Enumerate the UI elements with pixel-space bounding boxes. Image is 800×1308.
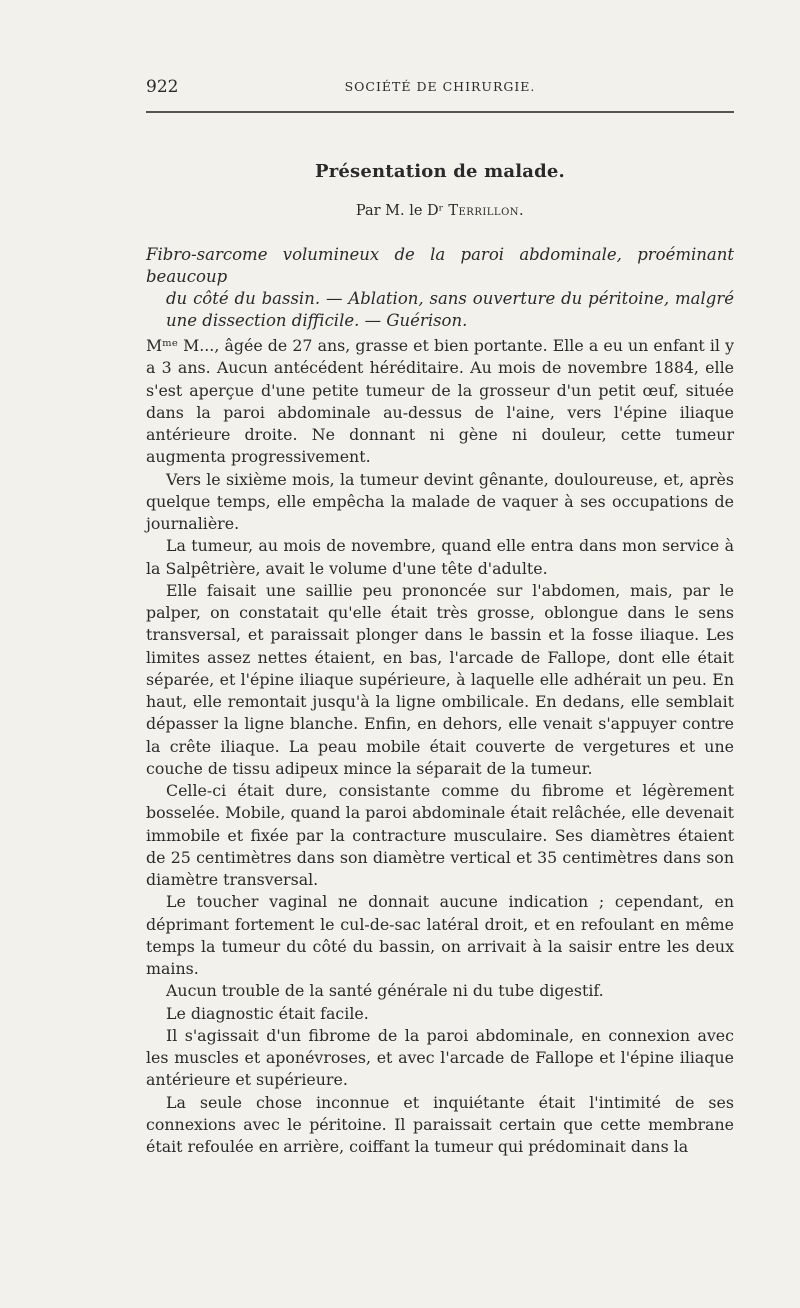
- abstract-line: une dissection difficile. — Guérison.: [166, 311, 468, 330]
- page-header: [146, 77, 734, 99]
- author-name: Terrillon.: [448, 203, 525, 219]
- paragraph: La tumeur, au mois de novembre, quand elle entra dans mon service à la Salpêtrière, avait le volume d'une tête d'adulte.: [146, 536, 734, 578]
- article-title: Présentation de malade.: [314, 161, 566, 182]
- paragraph: Il s'agissait d'un fibrome de la paroi abdominale, en connexion avec les muscles et aponévroses, et avec l'arcade de Fallope et l'épine iliaque antérieure et supérieure.: [146, 1025, 734, 1090]
- paragraph: Mᵐᵉ M..., âgée de 27 ans, grasse et bien portante. Elle a eu un enfant il y a 3 ans. Aucun antécédent héréditaire. Au mois de novembre 1884, elle s'est aperçue d'une petite tumeur de la grosseur d'un petit œuf, située dans la paroi abdominale au-dessus de l'aine, vers l'épine iliaque antérieure droite. Ne donnant ni gène ni douleur, cette tumeur augmenta progressivement.: [146, 336, 734, 467]
- header-rule: [146, 111, 734, 113]
- page-number: 922: [146, 77, 179, 97]
- paragraph: Celle-ci était dure, consistante comme du fibrome et légèrement bosselée. Mobile, quand la paroi abdominale était relâchée, elle devenait immobile et fixée par la contracture musculaire. Ses diamètres étaient de 25 centimètres dans son diamètre vertical et 35 centimètres dans son diamètre transversal.: [146, 781, 734, 889]
- running-head: SOCIÉTÉ DE CHIRURGIE.: [344, 79, 536, 94]
- paragraph: Elle faisait une saillie peu prononcée sur l'abdomen, mais, par le palper, on constatait qu'elle était très grosse, oblongue dans le sens transversal, et paraissait plonger dans le bassin et la fosse iliaque. Les limites assez nettes étaient, en bas, l'arcade de Fallope, dont elle était séparée, et l'épine iliaque supérieure, à laquelle elle adhérait un peu. En haut, elle remontait jusqu'à la ligne ombilicale. En dedans, elle semblait dépasser la ligne blanche. Enfin, en dehors, elle venait s'appuyer contre la crête iliaque. La peau mobile était couverte de vergetures et une couche de tissu adipeux mince la séparait de la tumeur.: [146, 580, 734, 778]
- paragraph: Le diagnostic était facile.: [166, 1003, 369, 1023]
- abstract-line: du côté du bassin. — Ablation, sans ouverture du péritoine, malgré: [166, 289, 734, 308]
- abstract-line: Fibro-sarcome volumineux de la paroi abdominale, proéminant beaucoup: [146, 245, 734, 286]
- paragraph: Aucun trouble de la santé générale ni du tube digestif.: [166, 981, 604, 1001]
- paragraph: Vers le sixième mois, la tumeur devint gênante, douloureuse, et, après quelque temps, elle empêcha la malade de vaquer à ses occupations de journalière.: [146, 469, 734, 533]
- paragraph: La seule chose inconnue et inquiétante était l'intimité de ses connexions avec le péritoine. Il paraissait certain que cette membrane était refoulée en arrière, coiffant la tumeur qui prédominait dans la: [146, 1092, 734, 1156]
- article-abstract: [146, 244, 734, 332]
- paragraph: Le toucher vaginal ne donnait aucune indication ; cependant, en déprimant fortement le cul-de-sac latéral droit, et en refoulant en même temps la tumeur du côté du bassin, on arrivait à la saisir entre les deux mains.: [146, 892, 734, 978]
- author-prefix: Par M. le Dʳ: [355, 203, 444, 219]
- article-body: [146, 335, 734, 1158]
- article-author: [146, 203, 734, 219]
